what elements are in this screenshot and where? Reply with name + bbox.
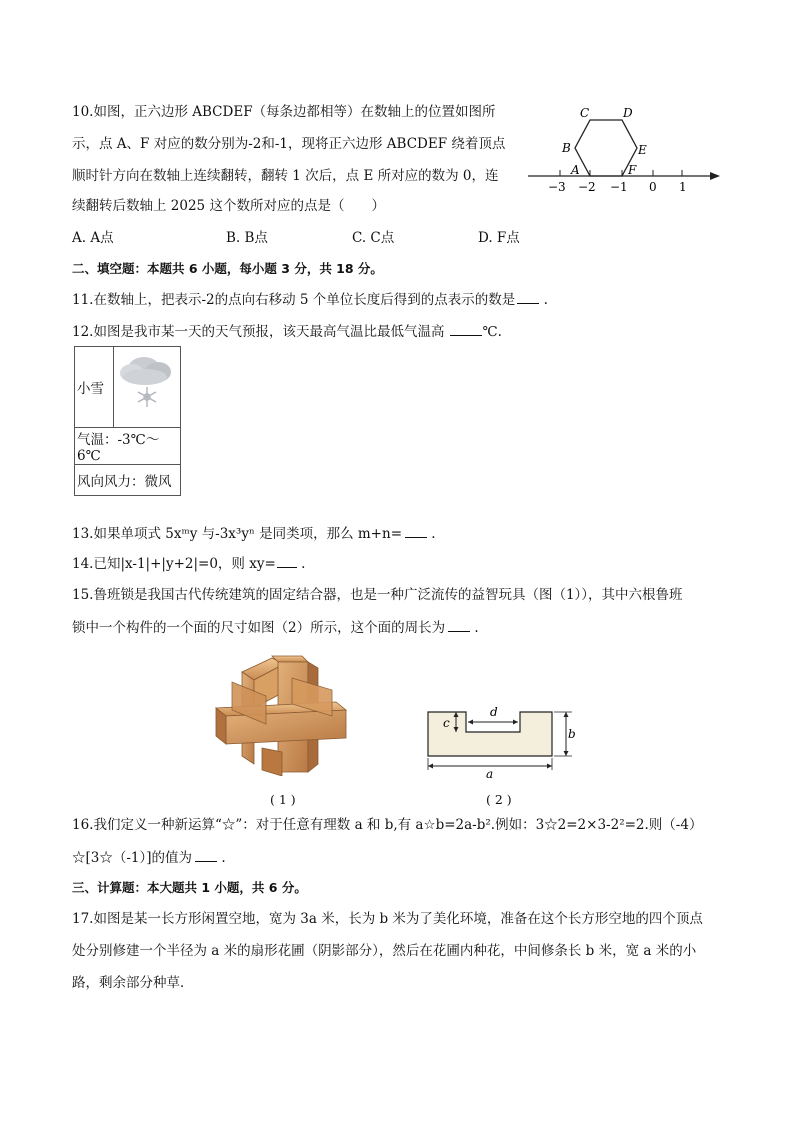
- q10-line-1: 10.如图，正六边形 ABCDEF（每条边都相等）在数轴上的位置如图所: [72, 104, 496, 120]
- answer-blank: [405, 523, 427, 538]
- q10-line-4: 续翻转后数轴上 2025 这个数所对应的点是（ ）: [72, 198, 385, 214]
- section-2-detail: 本题共 6 小题，每小题 3 分，共 18 分。: [147, 261, 383, 276]
- q14-text: 14.已知|x-1|+|y+2|=0，则 xy=: [72, 556, 276, 572]
- weather-icon-cell: [114, 347, 181, 428]
- q10-line-3: 顺时针方向在数轴上连续翻转，翻转 1 次后，点 E 所对应的数为 0，连: [72, 168, 499, 184]
- q10-option-d: D. F点: [478, 230, 520, 246]
- weather-forecast-table: [74, 346, 181, 496]
- dim-label-a: a: [486, 767, 494, 780]
- answer-blank: [277, 553, 297, 568]
- tick-label: −2: [578, 180, 596, 194]
- q13-text: 13.如果单项式 5xᵐy 与-3x³yⁿ 是同类项，那么 m+n=: [72, 526, 403, 542]
- weather-wind: 风向风力：微风: [75, 465, 181, 496]
- figure-1-caption: ( 1 ): [270, 792, 296, 807]
- q15-line-1: 15.鲁班锁是我国古代传统建筑的固定结合器，也是一种广泛流传的益智玩具（图（1）），其中六根鲁班: [72, 587, 683, 603]
- answer-blank: [450, 321, 482, 336]
- dimension-diagram: [418, 700, 578, 780]
- weather-temperature: 气温：-3℃～6℃: [75, 428, 181, 465]
- q17-line-2: 处分别修建一个半径为 a 米的扇形花圃（阴影部分），然后在花圃内种花，中间修条长 b 米，宽 a 米的小: [72, 943, 697, 959]
- q12: [72, 321, 502, 342]
- answer-blank: [448, 617, 470, 632]
- section-2-heading: [72, 259, 383, 279]
- section-3-title: 三、计算题：: [72, 880, 148, 895]
- answer-blank: [195, 847, 217, 862]
- q17-line-1: 17.如图是某一长方形闲置空地，宽为 3a 米，长为 b 米为了美化环境，准备在这个长方形空地的四个顶点: [72, 911, 703, 927]
- dim-label-d: d: [490, 705, 498, 719]
- q10-option-a: A. A点: [72, 230, 114, 246]
- luban-lock-image: [212, 652, 352, 776]
- vertex-label-a: A: [571, 163, 580, 177]
- section-3-heading: [72, 878, 307, 898]
- vertex-label-f: F: [628, 163, 637, 177]
- tick-label: 0: [649, 180, 657, 194]
- tick-label: −3: [548, 180, 566, 194]
- q14: 14.已知|x-1|+|y+2|=0，则 xy= .: [72, 553, 305, 574]
- q11: 11.在数轴上，把表示-2的点向右移动 5 个单位长度后得到的点表示的数是 .: [72, 289, 548, 310]
- q13: 13.如果单项式 5xᵐy 与-3x³yⁿ 是同类项，那么 m+n= .: [72, 523, 436, 544]
- q16-line-2: ☆[3☆（-1）]的值为 .: [72, 847, 226, 868]
- q17-line-3: 路，剩余部分种草．: [72, 975, 194, 991]
- q15-line-2-text: 锁中一个构件的一个面的尺寸如图（2）所示，这个面的周长为: [72, 620, 446, 636]
- vertex-label-e: E: [638, 143, 647, 157]
- q12-unit: ℃.: [482, 324, 502, 340]
- tick-label: 1: [679, 180, 687, 194]
- figure-2-caption: ( 2 ): [486, 792, 512, 807]
- vertex-label-b: B: [562, 141, 571, 155]
- dim-label-c: c: [443, 716, 450, 730]
- section-3-detail: 本大题共 1 小题，共 6 分。: [147, 880, 307, 895]
- q12-text: 12.如图是我市某一天的天气预报，该天最高气温比最低气温高: [72, 324, 445, 340]
- tick-label: −1: [610, 180, 628, 194]
- q10-line-2: 示，点 A、F 对应的数分别为-2和-1，现将正六边形 ABCDEF 绕着顶点: [72, 136, 506, 152]
- hexagon-number-line-figure: [524, 104, 724, 194]
- answer-blank: [517, 289, 539, 304]
- q16-line-2-text: ☆[3☆（-1）]的值为: [72, 850, 193, 866]
- weather-condition: 小雪: [75, 347, 114, 428]
- q15-line-2: 锁中一个构件的一个面的尺寸如图（2）所示，这个面的周长为 .: [72, 617, 479, 638]
- vertex-label-d: D: [623, 106, 633, 120]
- q10-option-c: C. C点: [352, 230, 395, 246]
- snow-cloud-icon: [114, 347, 180, 423]
- dim-label-b: b: [568, 727, 576, 741]
- vertex-label-c: C: [580, 106, 590, 120]
- q10-option-b: B. B点: [226, 230, 268, 246]
- q11-text: 11.在数轴上，把表示-2的点向右移动 5 个单位长度后得到的点表示的数是: [72, 292, 516, 308]
- section-2-title: 二、填空题：: [72, 261, 148, 276]
- q16-line-1: 16.我们定义一种新运算“☆”：对于任意有理数 a 和 b,有 a☆b=2a-b².例如：3☆2=2×3-2²=2.则（-4）: [72, 817, 703, 833]
